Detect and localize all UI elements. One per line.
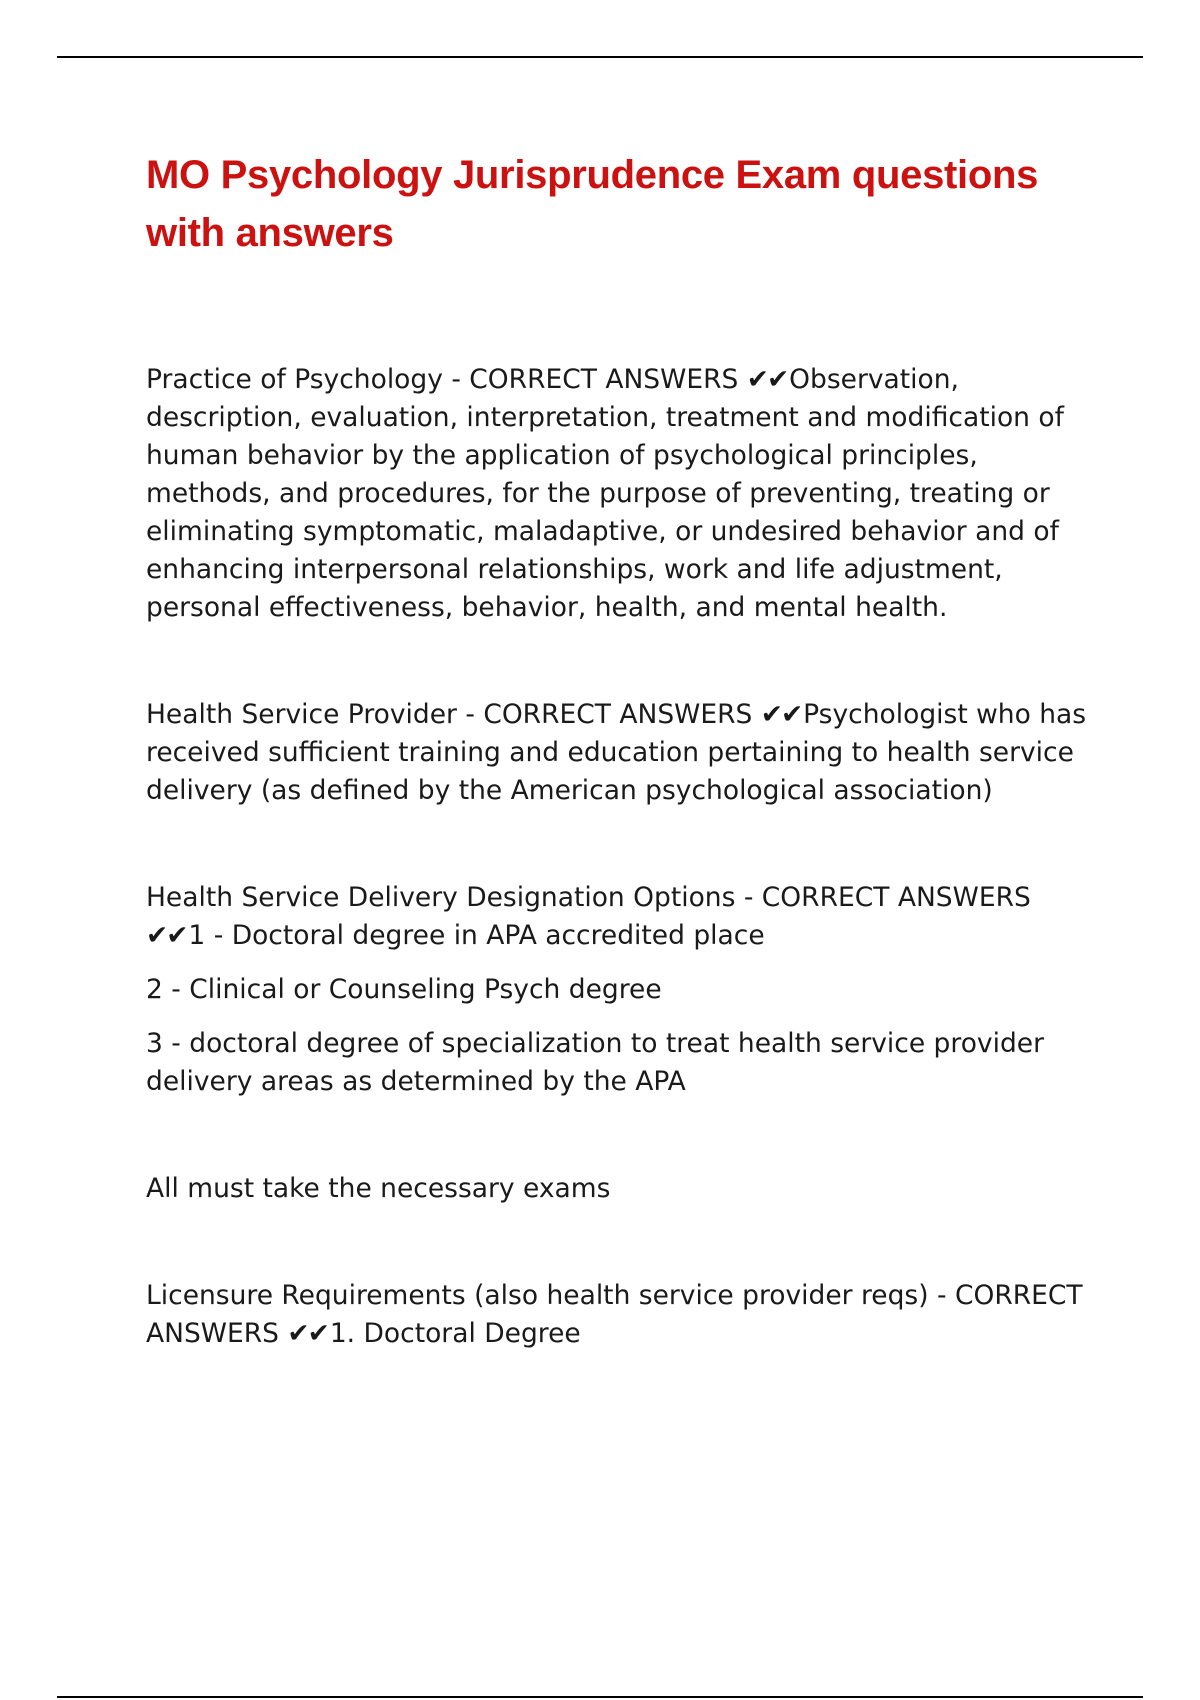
answer-continuation-line: 2 - Clinical or Counseling Psych degree xyxy=(146,974,662,1005)
question-text: Licensure Requirements (also health service provider reqs) - CORRECT ANSWERS xyxy=(146,1280,1083,1349)
document-body xyxy=(146,146,1096,1353)
double-check-icon: ✔✔ xyxy=(287,1318,328,1349)
qa-entry-practice-of-psychology xyxy=(146,361,1096,627)
note-text: All must take the necessary exams xyxy=(146,1173,611,1204)
bottom-rule xyxy=(57,1696,1143,1698)
qa-entry-designation-options xyxy=(146,879,1096,955)
answer-text: 1. Doctoral Degree xyxy=(329,1318,581,1349)
question-text: Practice of Psychology - CORRECT ANSWERS xyxy=(146,364,747,395)
document-title: MO Psychology Jurisprudence Exam questions with answers xyxy=(146,153,1039,255)
question-text: Health Service Delivery Designation Options - CORRECT ANSWERS xyxy=(146,882,1031,913)
question-text: Health Service Provider - CORRECT ANSWERS xyxy=(146,699,761,730)
qa-entry-licensure-requirements xyxy=(146,1277,1096,1353)
answer-continuation-line: 3 - doctoral degree of specialization to treat health service provider delivery areas as determined by the APA xyxy=(146,1028,1044,1097)
qa-entry-health-service-provider xyxy=(146,696,1096,810)
double-check-icon: ✔✔ xyxy=(746,364,788,395)
answer-text: Psychologist who has received sufficient training and education pertaining to health service delivery (as defined by the American psychological association) xyxy=(146,699,1087,806)
answer-text: Observation, description, evaluation, interpretation, treatment and modification of human behavior by the application of psychological principles, methods, and procedures, for the purpose of preventing, treating or eliminating symptomatic, maladaptive, or undesired behavior and of enhancing interpersonal relationships, work and life adjustment, personal effectiveness, behavior, health, and mental health. xyxy=(146,364,1064,623)
top-rule xyxy=(57,56,1143,58)
double-check-icon: ✔✔ xyxy=(146,920,187,951)
answer-text: 1 - Doctoral degree in APA accredited place xyxy=(188,920,765,951)
double-check-icon: ✔✔ xyxy=(760,699,802,730)
